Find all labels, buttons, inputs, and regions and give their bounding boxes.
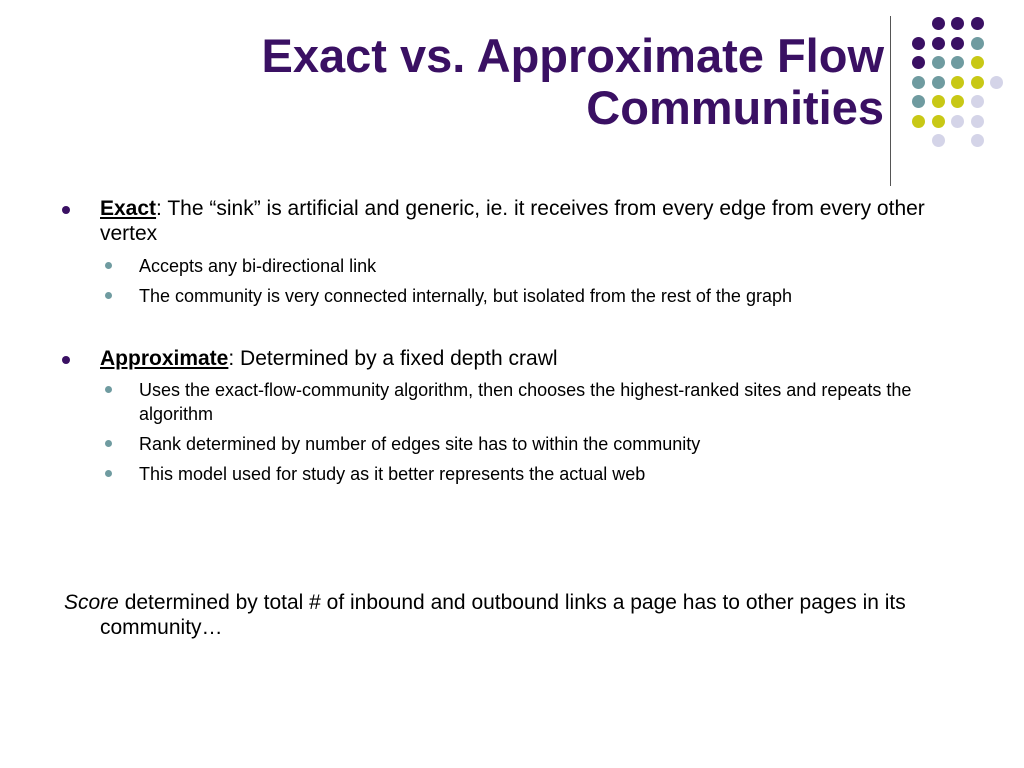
decorative-dot — [912, 56, 925, 69]
decorative-dot — [932, 115, 945, 128]
sub-bullet-text: Rank determined by number of edges site has to within the community — [139, 434, 701, 454]
decorative-dot — [971, 56, 984, 69]
sub-bullet-dot-icon — [105, 386, 112, 393]
score-text: determined by total # of inbound and outbound links a page has to other pages in its community… — [100, 591, 906, 639]
sub-bullet-text: Accepts any bi-directional link — [139, 256, 377, 276]
score-term: Score — [64, 591, 119, 614]
decorative-dot — [932, 56, 945, 69]
decorative-dot — [971, 134, 984, 147]
bullet-dot-icon — [62, 356, 70, 364]
sub-bullet-dot-icon — [105, 470, 112, 477]
bullet-exact-text: : The “sink” is artificial and generic, ie. it receives from every edge from every other vertex — [100, 197, 925, 245]
bullet-approximate — [100, 346, 970, 371]
decorative-dot — [951, 76, 964, 89]
bullet-dot-icon — [62, 206, 70, 214]
decorative-dot — [971, 37, 984, 50]
slide-title — [124, 30, 884, 134]
sub-bullet-text: The community is very connected internally, but isolated from the rest of the graph — [139, 286, 792, 306]
bullet-approximate-text: : Determined by a fixed depth crawl — [228, 347, 558, 370]
decorative-dot — [912, 115, 925, 128]
sub-bullet-dot-icon — [105, 292, 112, 299]
sub-bullet-dot-icon — [105, 262, 112, 269]
decorative-dot — [951, 115, 964, 128]
sub-bullet — [139, 432, 969, 456]
decorative-dot — [951, 37, 964, 50]
sub-bullet-text: Uses the exact-flow-community algorithm, then chooses the highest-ranked sites and repeats the algorithm — [139, 380, 912, 424]
decorative-dot — [951, 56, 964, 69]
decorative-dot — [932, 134, 945, 147]
slide-body — [0, 196, 1024, 486]
sub-bullet — [139, 378, 969, 426]
decorative-dot — [912, 95, 925, 108]
decorative-dot — [971, 115, 984, 128]
decorative-dot — [990, 76, 1003, 89]
decorative-dot — [932, 37, 945, 50]
sub-bullet-text: This model used for study as it better represents the actual web — [139, 464, 646, 484]
decorative-dot — [971, 76, 984, 89]
decorative-dot — [912, 37, 925, 50]
bullet-exact-term: Exact — [100, 197, 157, 220]
score-paragraph — [64, 590, 1000, 640]
sub-bullet — [139, 284, 969, 308]
decorative-dot — [971, 95, 984, 108]
decorative-dot — [932, 95, 945, 108]
decorative-dot — [951, 95, 964, 108]
title-divider — [890, 16, 891, 186]
decorative-dot — [932, 76, 945, 89]
decorative-dot — [912, 76, 925, 89]
decorative-dot — [932, 17, 945, 30]
bullet-exact — [100, 196, 970, 246]
sub-bullet-dot-icon — [105, 440, 112, 447]
decorative-dot — [971, 17, 984, 30]
decorative-dot — [951, 17, 964, 30]
bullet-approximate-term: Approximate — [100, 347, 229, 370]
slide-title-line-1: Exact vs. Approximate Flow — [261, 29, 884, 82]
sub-bullet — [139, 462, 969, 486]
slide-title-line-2: Communities — [586, 81, 884, 134]
sub-bullet — [139, 254, 969, 278]
